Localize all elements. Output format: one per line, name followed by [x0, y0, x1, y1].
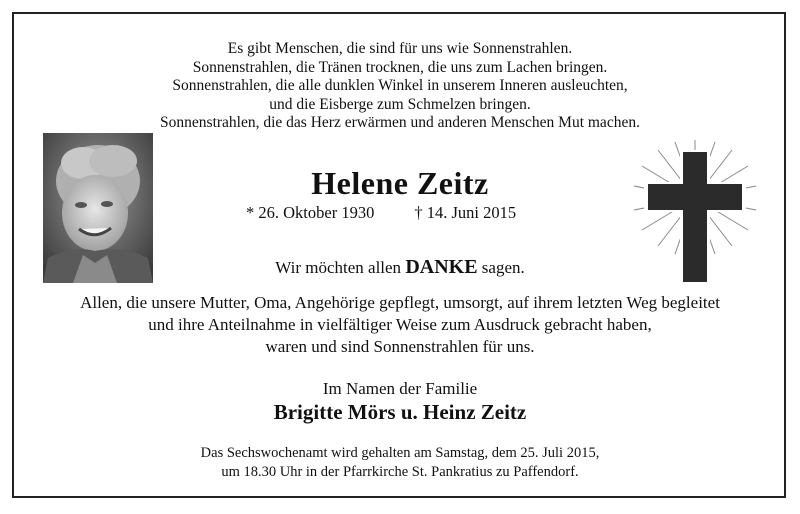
- service-line: Das Sechswochenamt wird gehalten am Samstag, dem 25. Juli 2015,: [200, 445, 600, 461]
- family-names: Brigitte Mörs u. Heinz Zeitz: [273, 400, 527, 424]
- body-line: waren und sind Sonnenstrahlen für uns.: [265, 337, 535, 356]
- poem-line: Sonnenstrahlen, die das Herz erwärmen und anderen Menschen Mut machen.: [160, 114, 640, 131]
- death-date: † 14. Juni 2015: [414, 203, 517, 222]
- thanks-after: sagen.: [481, 258, 525, 277]
- family-label: Im Namen der Familie: [322, 379, 478, 398]
- poem-line: Sonnenstrahlen, die Tränen trocknen, die uns zum Lachen bringen.: [192, 58, 608, 76]
- body-line: und ihre Anteilnahme in vielfältiger Weise zum Ausdruck gebracht haben,: [148, 315, 652, 334]
- poem: [0, 40, 800, 133]
- birth-date: * 26. Oktober 1930: [246, 203, 375, 222]
- poem-line: Es gibt Menschen, die sind für uns wie Sonnenstrahlen.: [227, 40, 573, 57]
- poem-line: Sonnenstrahlen, die alle dunklen Winkel in unserem Inneren ausleuchten,: [172, 77, 628, 94]
- thanks-line: [0, 256, 800, 279]
- deceased-name: Helene Zeitz: [311, 165, 489, 201]
- service-line: um 18.30 Uhr in der Pfarrkirche St. Pankratius zu Paffendorf.: [221, 463, 579, 480]
- life-dates: [246, 203, 516, 223]
- body-line: Allen, die unsere Mutter, Oma, Angehörige gepflegt, umsorgt, auf ihrem letzten Weg begleitet: [80, 293, 720, 312]
- thanks-emphasis: DANKE: [405, 256, 478, 278]
- thanks-body: [0, 292, 800, 358]
- service-info: [0, 444, 800, 481]
- thanks-before: Wir möchten allen: [275, 258, 402, 277]
- poem-line: und die Eisberge zum Schmelzen bringen.: [269, 95, 531, 113]
